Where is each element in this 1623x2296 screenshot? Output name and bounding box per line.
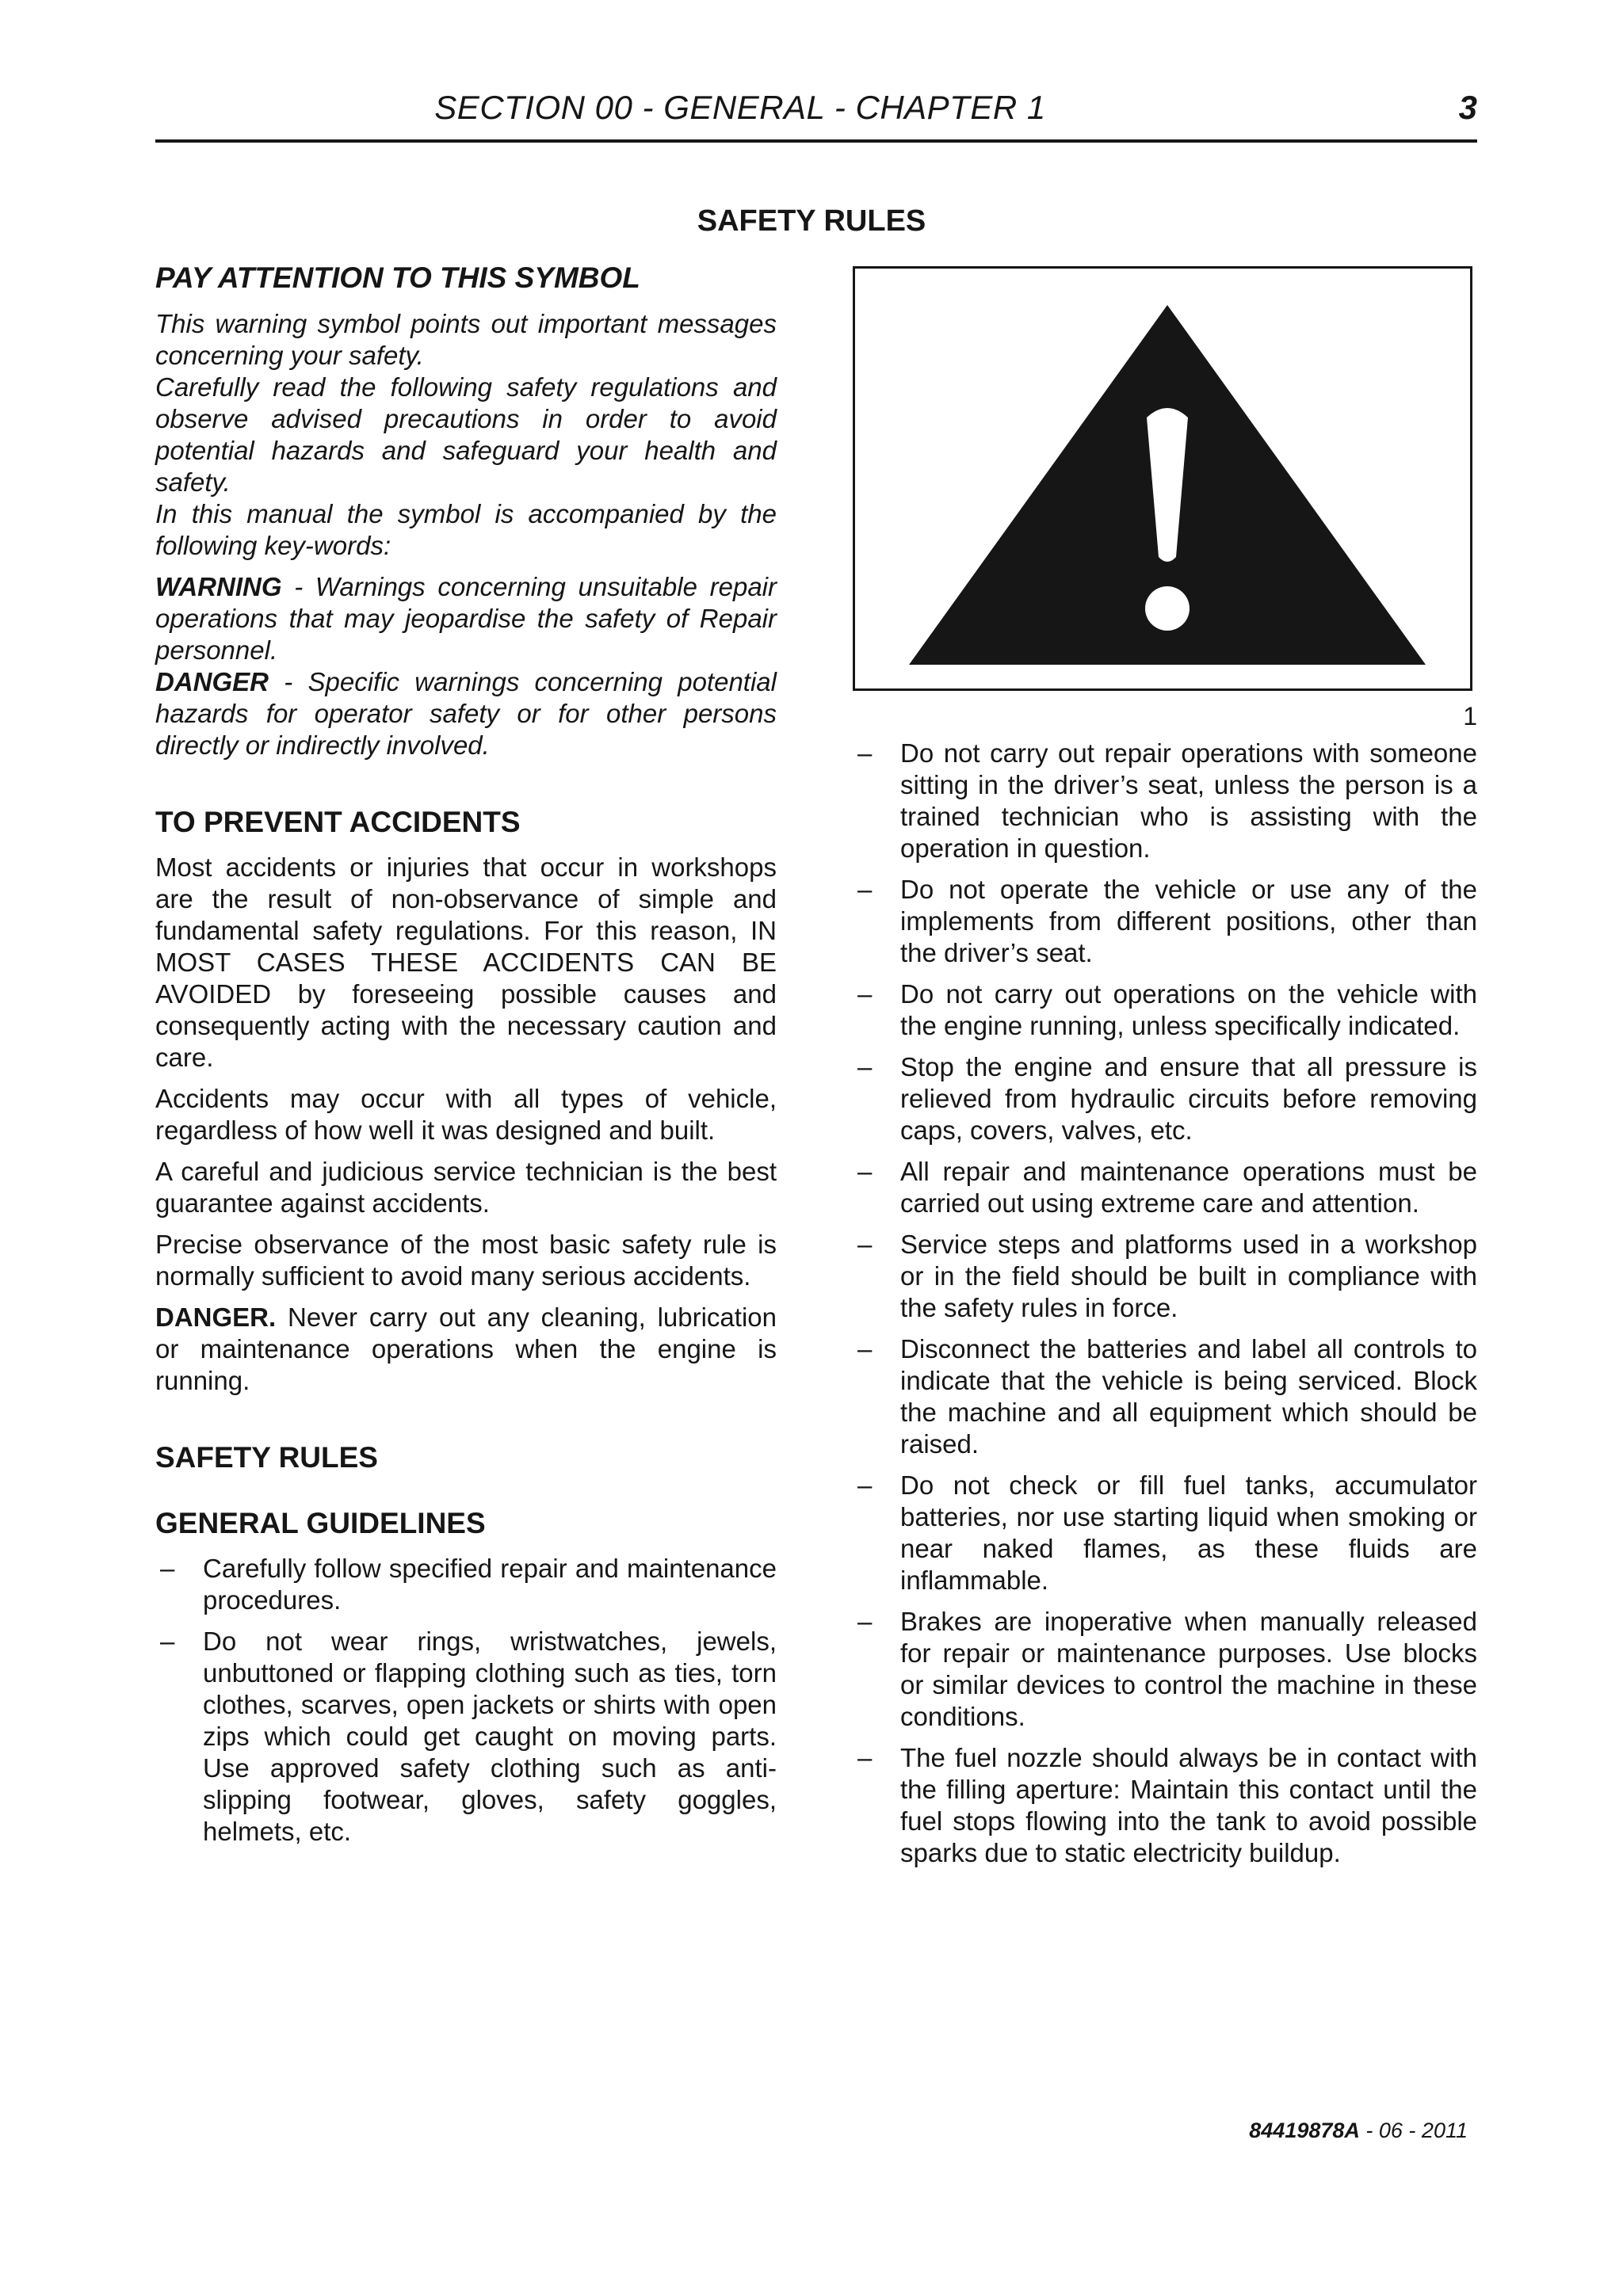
list-item: – Brakes are inoperative when manually released for repair or maintenance purposes. Use blocks or similar devices to control the machine in these conditions.: [853, 1606, 1477, 1733]
prevent-heading: TO PREVENT ACCIDENTS: [155, 805, 521, 838]
list-item: – Do not carry out repair operations with someone sitting in the driver’s seat, unless the person is a trained technician who is assisting with the operation in question.: [853, 738, 1477, 864]
danger-text: - Specific warnings concerning potential hazards for operator safety or for other persons directly or indirectly involved.: [155, 666, 777, 760]
figure-number: 1: [1463, 702, 1477, 730]
guidelines-heading: GENERAL GUIDELINES: [155, 1506, 486, 1539]
attention-heading: PAY ATTENTION TO THIS SYMBOL: [155, 261, 640, 294]
header-divider: [155, 139, 1477, 143]
page-title: SAFETY RULES: [697, 204, 926, 238]
left-column: [155, 261, 777, 1857]
warning-definition: [155, 571, 777, 666]
prevent-paragraph-1: Most accidents or injuries that occur in workshops are the result of non-observance of simple and fundamental safety regulations. For this reason, IN MOST CASES THESE ACCIDENTS CAN BE AVOIDED by foreseeing possible causes and consequently acting with the necessary caution and care.: [155, 852, 777, 1073]
list-item: – Do not carry out operations on the vehicle with the engine running, unless specifically indicated.: [853, 978, 1477, 1042]
warning-triangle-icon: [855, 269, 1470, 688]
danger-keyword: DANGER: [155, 666, 269, 696]
list-item: – Disconnect the batteries and label all controls to indicate that the vehicle is being serviced. Block the machine and all equipment which should be raised.: [853, 1333, 1477, 1460]
page-number: 3: [1458, 89, 1477, 126]
prevent-paragraph-2: Accidents may occur with all types of vehicle, regardless of how well it was designed and built.: [155, 1084, 777, 1146]
attention-paragraph-2: Carefully read the following safety regulations and observe advised precautions in order to avoid potential hazards and safeguard your health and safety.: [155, 372, 777, 497]
danger-definition: [155, 666, 777, 761]
prevent-danger-text: Never carry out any cleaning, lubrication or maintenance operations when the engine is running.: [155, 1302, 777, 1396]
warning-keyword: WARNING: [155, 571, 282, 601]
prevent-danger: [155, 1302, 777, 1397]
list-item: – Do not operate the vehicle or use any of the implements from different positions, other than the driver’s seat.: [853, 874, 1477, 969]
document-date: - 06 - 2011: [1359, 2119, 1468, 2142]
right-column: [853, 266, 1477, 1878]
document-code: 84419878A: [1249, 2119, 1360, 2142]
safety-rules-heading: SAFETY RULES: [155, 1441, 378, 1474]
list-item: – Stop the engine and ensure that all pressure is relieved from hydraulic circuits before removing caps, covers, valves, etc.: [853, 1051, 1477, 1146]
list-item: – Do not check or fill fuel tanks, accumulator batteries, nor use starting liquid when smoking or near naked flames, as these fluids are inflammable.: [853, 1470, 1477, 1596]
prevent-paragraph-4: Precise observance of the most basic safety rule is normally sufficient to avoid many serious accidents.: [155, 1230, 777, 1291]
attention-paragraph-1: This warning symbol points out important messages concerning your safety.: [155, 308, 777, 370]
list-item: – Service steps and platforms used in a workshop or in the field should be built in compliance with the safety rules in force.: [853, 1229, 1477, 1324]
section-title: SECTION 00 - GENERAL - CHAPTER 1: [434, 89, 1046, 126]
list-item: – All repair and maintenance operations must be carried out using extreme care and attention.: [853, 1156, 1477, 1219]
list-item: – Carefully follow specified repair and maintenance procedures.: [155, 1553, 777, 1616]
prevent-paragraph-3: A careful and judicious service technician is the best guarantee against accidents.: [155, 1157, 777, 1219]
attention-paragraph-3: In this manual the symbol is accompanied by the following key-words:: [155, 498, 777, 560]
prevent-danger-keyword: DANGER.: [155, 1302, 277, 1333]
figure-frame: [853, 266, 1472, 691]
list-item: – Do not wear rings, wristwatches, jewels, unbuttoned or flapping clothing such as ties, torn clothes, scarves, open jackets or shirts with open zips which could get caught on moving parts. Use approved safety clothing such as anti-slipping footwear, gloves, safety goggles, helmets, etc.: [155, 1626, 777, 1848]
warning-text: - Warnings concerning unsuitable repair operations that may jeopardise the safety of Repair personnel.: [155, 571, 777, 665]
page-footer: [1249, 2119, 1468, 2143]
list-item: – The fuel nozzle should always be in contact with the filling aperture: Maintain this contact until the fuel stops flowing into the tank to avoid possible sparks due to static electricity buildup.: [853, 1742, 1477, 1869]
